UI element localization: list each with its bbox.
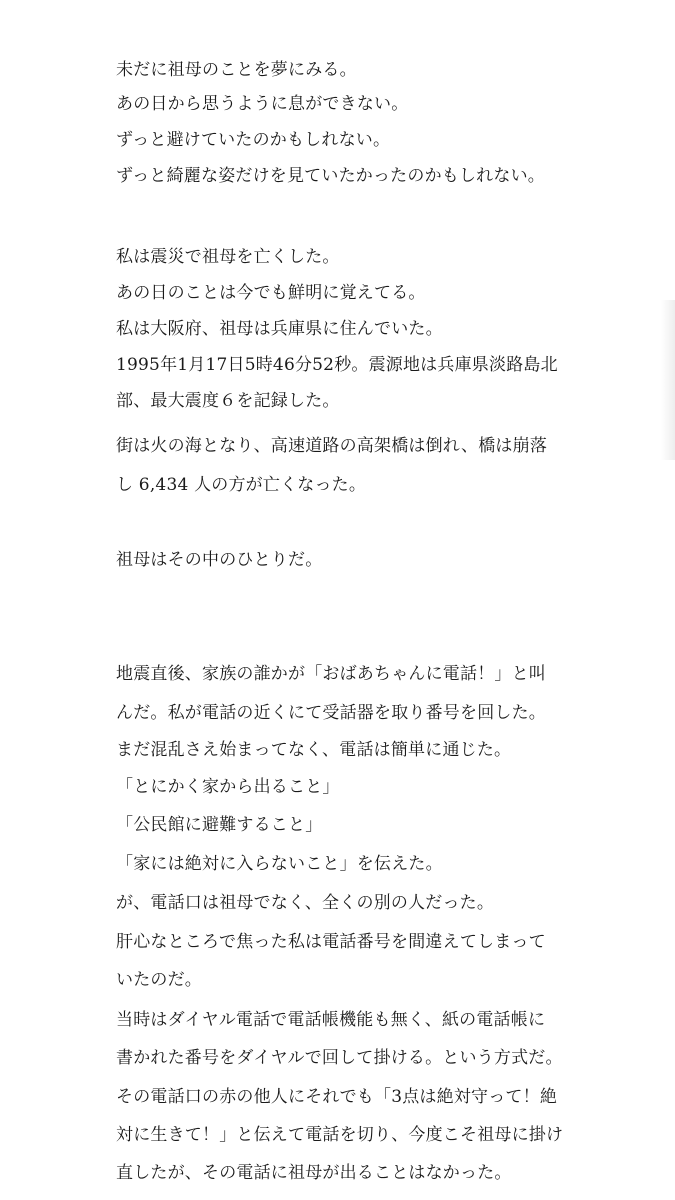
text-line: 「公民館に避難すること」 xyxy=(116,815,323,835)
text-line: 私は大阪府、祖母は兵庫県に住んでいた。 xyxy=(116,319,443,339)
text-line: 直したが、その電話に祖母が出ることはなかった。 xyxy=(116,1163,512,1183)
text-line: いたのだ。 xyxy=(116,970,202,990)
text-line: 地震直後、家族の誰かが「おばあちゃんに電話！」と叫 xyxy=(116,664,546,684)
text-line: が、電話口は祖母でなく、全くの別の人だった。 xyxy=(116,893,495,913)
text-line: し 6,434 人の方が亡くなった。 xyxy=(116,475,367,495)
text-line: 街は火の海となり、高速道路の高架橋は倒れ、橋は崩落 xyxy=(116,436,548,456)
text-line: あの日のことは今でも鮮明に覚えてる。 xyxy=(116,283,426,303)
text-line: 1995年1月17日5時46分52秒。震源地は兵庫県淡路島北 xyxy=(116,355,558,375)
text-line: 未だに祖母のことを夢にみる。 xyxy=(116,60,357,80)
text-line: んだ。私が電話の近くにて受話器を取り番号を回した。 xyxy=(116,703,546,723)
text-line: その電話口の赤の他人にそれでも「3点は絶対守って！絶 xyxy=(116,1087,558,1107)
text-line: 「とにかく家から出ること」 xyxy=(116,777,340,797)
text-line: 部、最大震度６を記録した。 xyxy=(116,391,340,411)
text-line: 私は震災で祖母を亡くした。 xyxy=(116,247,340,267)
text-line: 祖母はその中のひとりだ。 xyxy=(116,550,323,570)
text-line: 当時はダイヤル電話で電話帳機能も無く、紙の電話帳に xyxy=(116,1010,546,1030)
text-line: 書かれた番号をダイヤルで回して掛ける。という方式だ。 xyxy=(116,1048,563,1068)
text-line: まだ混乱さえ始まってなく、電話は簡単に通じた。 xyxy=(116,740,512,760)
text-line: あの日から思うように息ができない。 xyxy=(116,94,409,114)
text-line: ずっと避けていたのかもしれない。 xyxy=(116,130,391,150)
text-line: 対に生きて！」と伝えて電話を切り、今度こそ祖母に掛け xyxy=(116,1125,564,1145)
text-line: ずっと綺麗な姿だけを見ていたかったのかもしれない。 xyxy=(116,166,545,186)
text-line: 肝心なところで焦った私は電話番号を間違えてしまって xyxy=(116,932,546,952)
text-line: 「家には絶対に入らないこと」を伝えた。 xyxy=(116,854,443,874)
page-edge-shadow xyxy=(661,300,675,460)
